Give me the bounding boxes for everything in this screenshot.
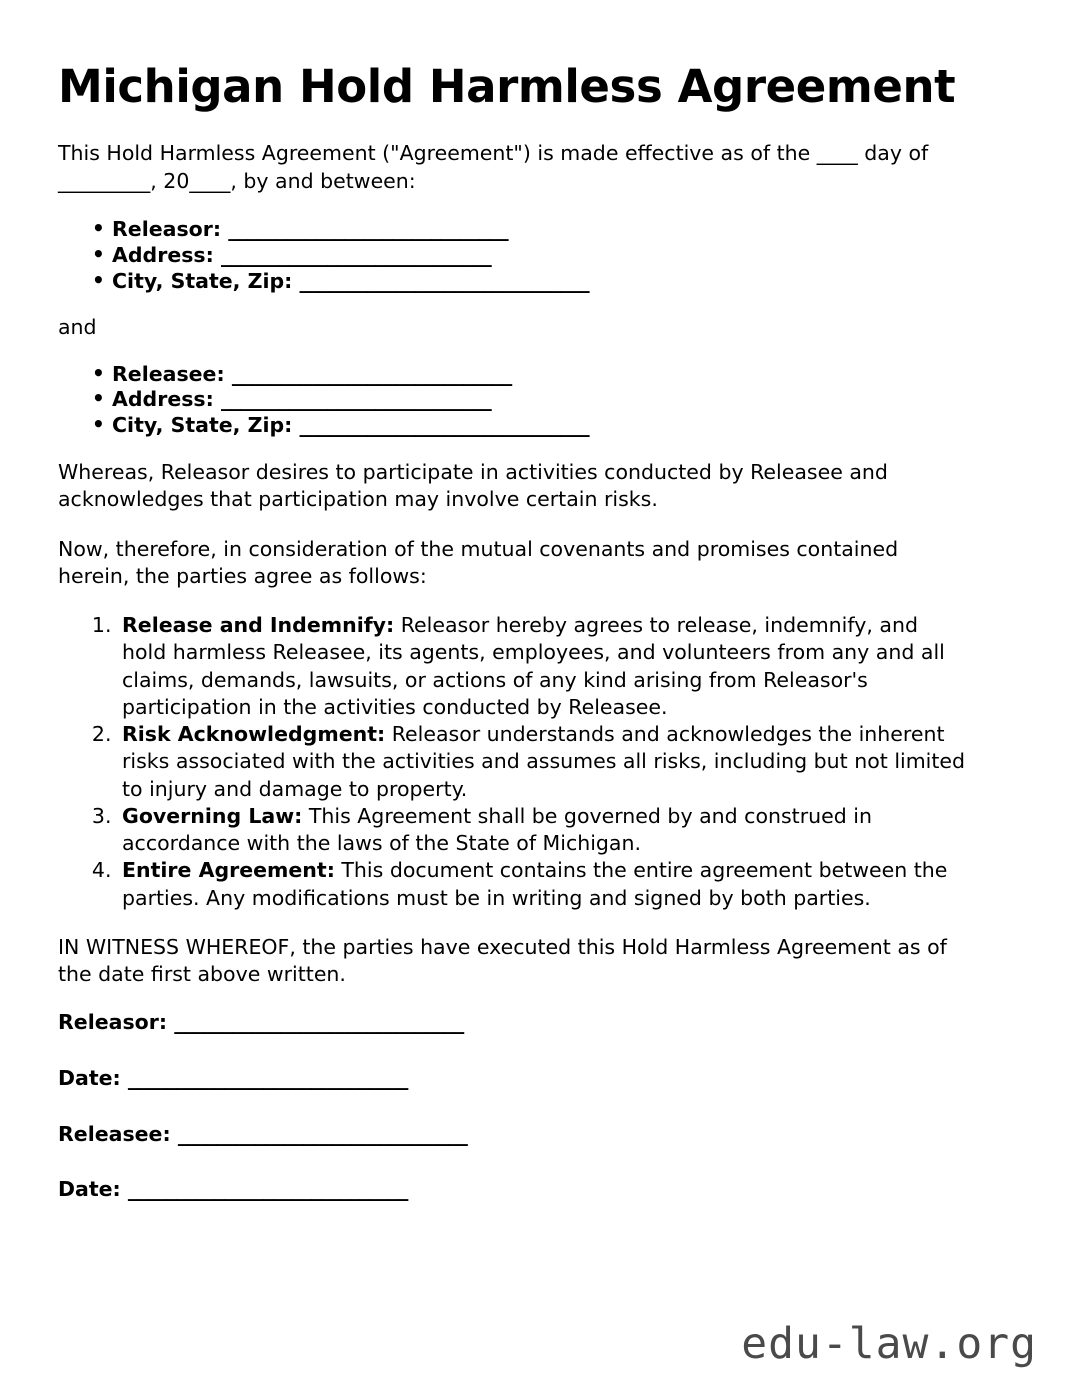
releasor-city-state-zip-label: City, State, Zip: (112, 268, 293, 293)
list-item (118, 612, 968, 721)
signature-releasee-row (58, 1122, 968, 1148)
releasee-address-blank-line[interactable]: ____________________________ (220, 387, 492, 412)
list-item (92, 217, 968, 243)
releasor-label: Releasor: (112, 216, 222, 241)
releasee-city-state-zip-label: City, State, Zip: (112, 413, 293, 438)
signature-releasor-row (58, 1010, 968, 1036)
releasee-party-list (58, 362, 968, 439)
signature-releasee-date-row (58, 1177, 968, 1203)
signature-releasee-blank-line[interactable]: ______________________________ (177, 1121, 468, 1146)
signature-block (58, 1010, 968, 1203)
list-item (92, 243, 968, 269)
releasor-address-label: Address: (112, 242, 214, 267)
list-item (92, 413, 968, 439)
page-title: Michigan Hold Harmless Agreement (58, 60, 956, 113)
releasor-address-blank-line[interactable]: ____________________________ (220, 242, 492, 267)
term-heading: Risk Acknowledgment: (122, 722, 386, 747)
list-item (92, 387, 968, 413)
signature-releasee-date-label: Date: (58, 1177, 121, 1202)
releasor-party-list (58, 217, 968, 294)
signature-releasor-date-label: Date: (58, 1065, 121, 1090)
signature-releasor-date-blank-line[interactable]: _____________________________ (127, 1065, 408, 1090)
conjunction-and: and (58, 315, 97, 340)
term-body: Releasor understands and acknowledges the inherent risks associated with the activities and assumes all risks, including but not limited to injury and damage to property. (122, 722, 966, 801)
list-item (92, 269, 968, 295)
list-item (92, 362, 968, 388)
list-item (118, 857, 968, 912)
releasee-city-state-zip-blank-line[interactable]: ______________________________ (299, 413, 590, 438)
releasee-label: Releasee: (112, 361, 225, 386)
site-watermark: edu-law.org (741, 1319, 1037, 1369)
list-item (118, 803, 968, 858)
whereas-paragraph: Whereas, Releasor desires to participate in activities conducted by Releasee and acknowledges that participation may involve certain risks. (58, 460, 888, 512)
releasee-blank-line[interactable]: _____________________________ (231, 361, 512, 386)
term-heading: Governing Law: (122, 803, 303, 828)
signature-releasee-date-blank-line[interactable]: _____________________________ (127, 1177, 408, 1202)
term-body: This document contains the entire agreement between the parties. Any modifications must be in writing and signed by both parties. (122, 858, 948, 910)
witness-paragraph: IN WITNESS WHEREOF, the parties have executed this Hold Harmless Agreement as of the date first above written. (58, 934, 947, 987)
releasee-address-label: Address: (112, 387, 214, 412)
signature-releasor-blank-line[interactable]: ______________________________ (174, 1010, 464, 1035)
term-heading: Release and Indemnify: (122, 613, 395, 638)
document-content (58, 62, 968, 1233)
term-body: Releasor hereby agrees to release, indemnify, and hold harmless Releasee, its agents, employees, and volunteers from any and all claims, demands, lawsuits, or actions of any kind arising from Releasor's participation in the activities conducted by Releasee. (122, 613, 945, 719)
term-heading: Entire Agreement: (122, 858, 335, 883)
terms-list (58, 612, 968, 912)
signature-releasor-label: Releasor: (58, 1010, 168, 1035)
signature-releasor-date-row (58, 1066, 968, 1092)
term-body: This Agreement shall be governed by and construed in accordance with the laws of the State of Michigan. (122, 803, 872, 856)
intro-paragraph: This Hold Harmless Agreement ("Agreement") is made effective as of the ____ day of _________, 20____, by and between: (58, 141, 929, 193)
releasor-blank-line[interactable]: _____________________________ (228, 216, 509, 241)
releasor-city-state-zip-blank-line[interactable]: ______________________________ (299, 268, 590, 293)
now-therefore-paragraph: Now, therefore, in consideration of the mutual covenants and promises contained herein, the parties agree as follows: (58, 536, 899, 588)
list-item (118, 721, 968, 803)
signature-releasee-label: Releasee: (58, 1121, 171, 1146)
